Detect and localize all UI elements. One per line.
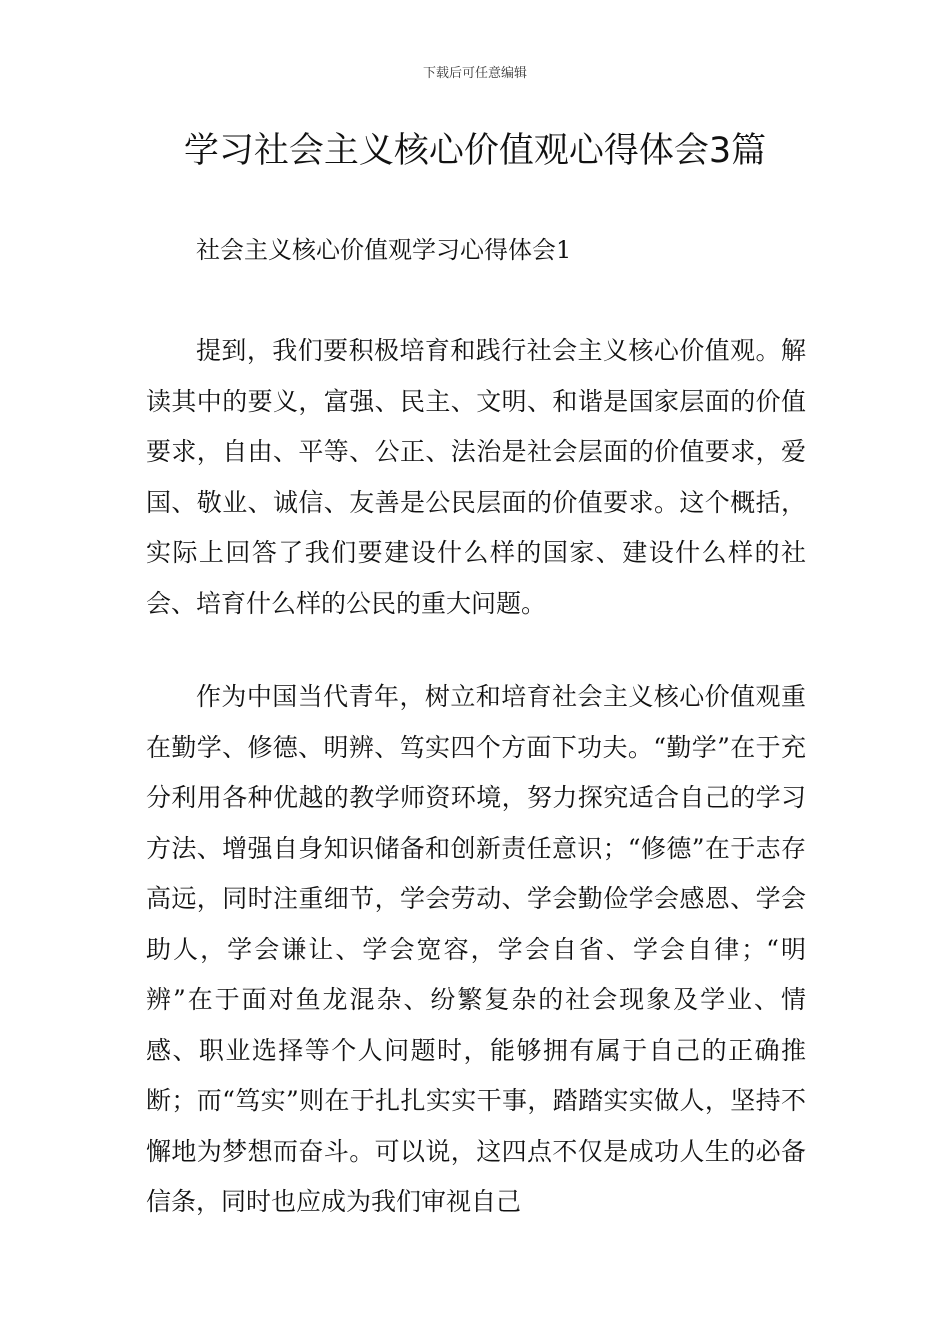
section-subtitle: 社会主义核心价值观学习心得体会1 xyxy=(196,236,572,264)
body-paragraph-2: 作为中国当代青年，树立和培育社会主义核心价值观重在勤学、修德、明辨、笃实四个方面下功夫。“勤学”在于充分利用各种优越的教学师资环境，努力探究适合自己的学习方法、增强自身知识储备和创新责任意识；“修德”在于志存高远，同时注重细节，学会劳动、学会勤俭学会感恩、学会助人，学会谦让、学会宽容，学会自省、学会自律；“明辨”在于面对鱼龙混杂、纷繁复杂的社会现象及学业、情感、职业选择等个人问题时，能够拥有属于自己的正确推断；而“笃实”则在于扎扎实实干事，踏踏实实做人，坚持不懈地为梦想而奋斗。可以说，这四点不仅是成功人生的必备信条，同时也应成为我们审视自己 xyxy=(146,682,806,1216)
page-header-note: 下载后可任意编辑 xyxy=(422,66,527,81)
document-title: 学习社会主义核心价值观心得体会3篇 xyxy=(183,131,767,171)
body-paragraph-1: 提到，我们要积极培育和践行社会主义核心价值观。解读其中的要义，富强、民主、文明、和谐是国家层面的价值要求，自由、平等、公正、法治是社会层面的价值要求，爱国、敬业、诚信、友善是公民层面的价值要求。这个概括，实际上回答了我们要建设什么样的国家、建设什么样的社会、培育什么样的公民的重大问题。 xyxy=(146,336,806,618)
